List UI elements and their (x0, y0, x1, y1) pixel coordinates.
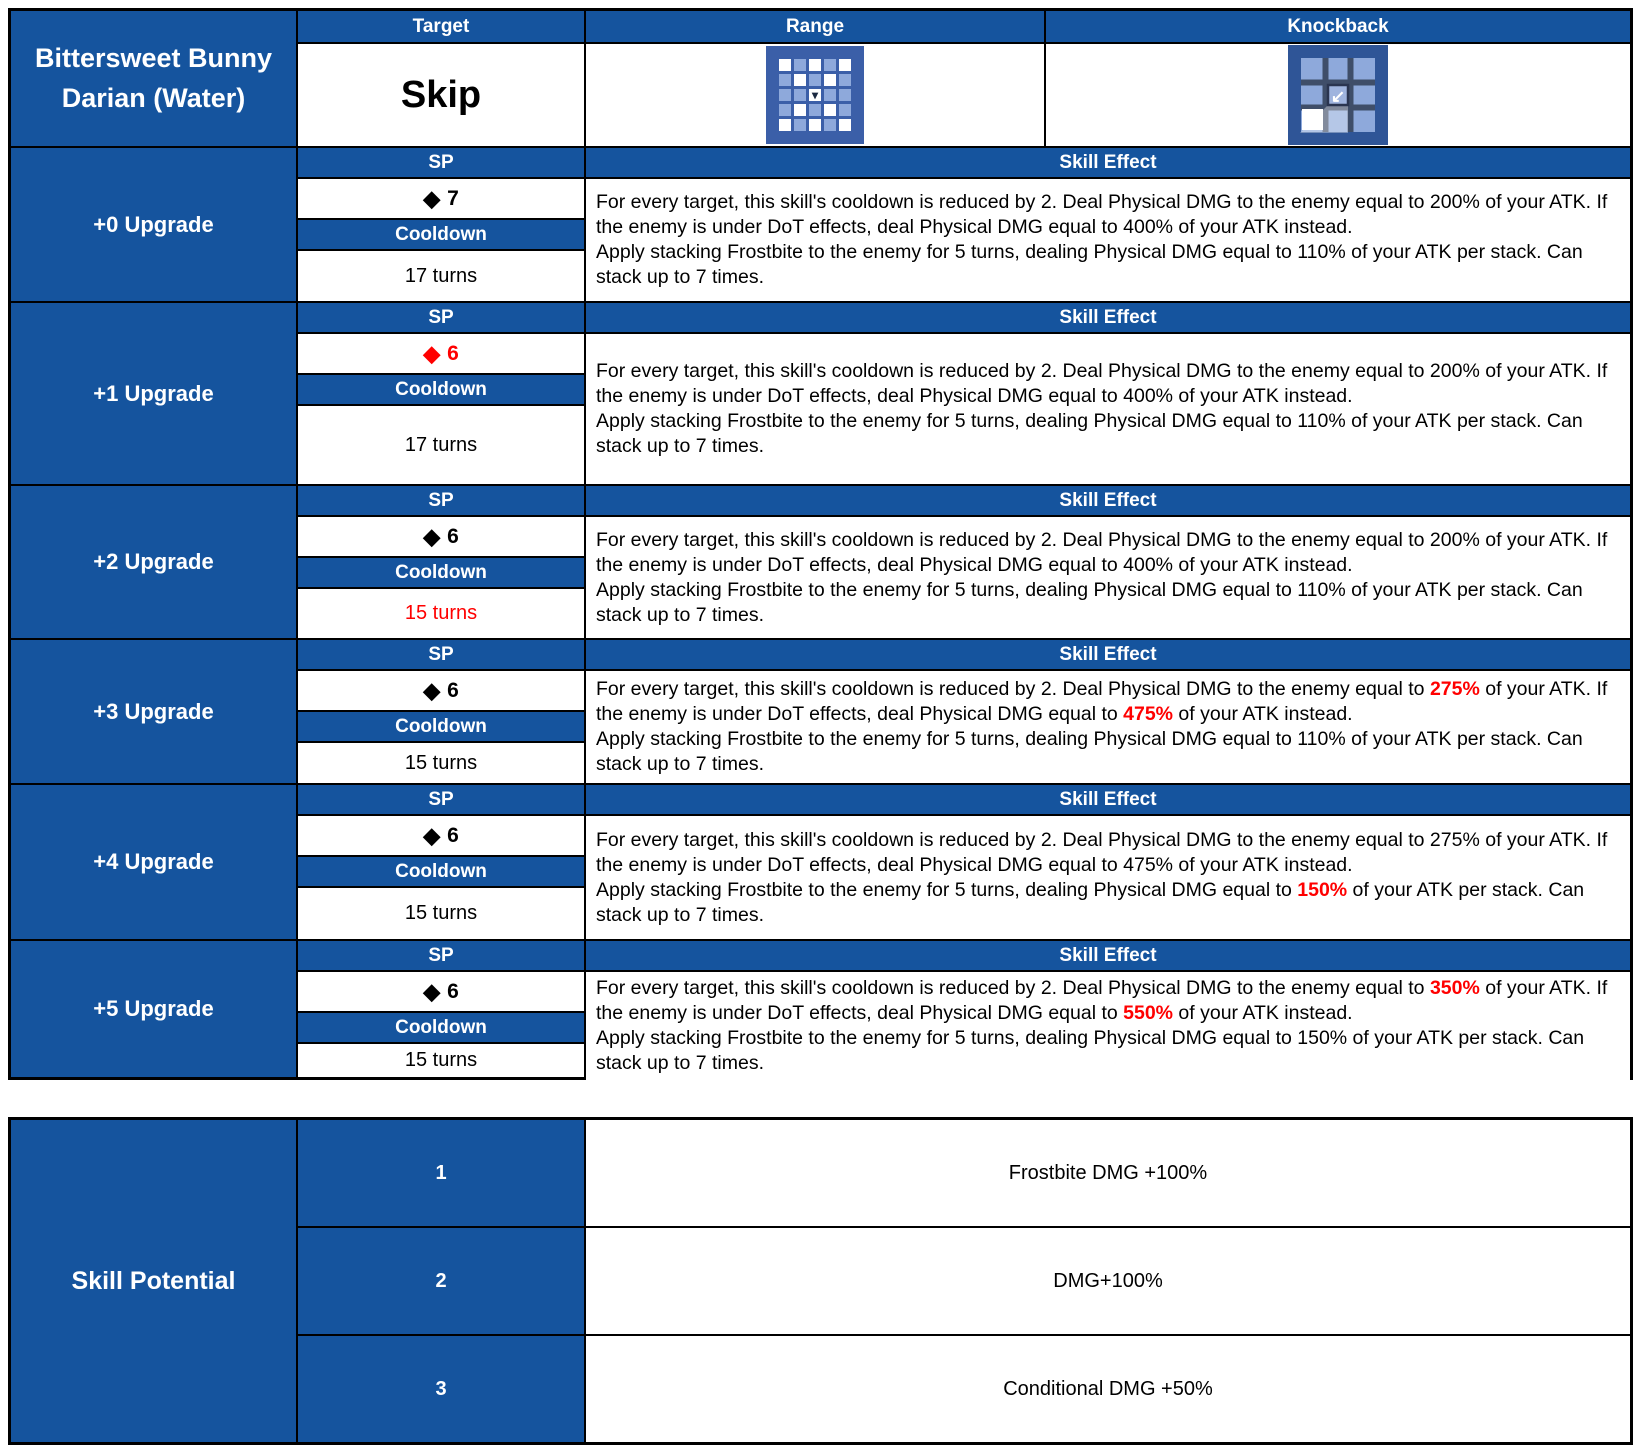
sp-diamond-icon: ◆ (423, 523, 441, 549)
skill-effect-line: Apply stacking Frostbite to the enemy for 5 turns, dealing Physical DMG equal to 150% of your ATK per stack. Can stack up to 7 times. (596, 878, 1585, 926)
skill-effect-line: For every target, this skill's cooldown is reduced by 2. Deal Physical DMG to the enemy equal to 350% of your ATK. If the enemy is under DoT effects, deal Physical DMG equal to 550% of your ATK instead. (596, 977, 1608, 1024)
cooldown-header: Cooldown (298, 558, 584, 589)
cooldown-value: 15 turns (298, 589, 584, 638)
skill-effect-line: Apply stacking Frostbite to the enemy for 5 turns, dealing Physical DMG equal to 110% of your ATK per stack. Can stack up to 7 times. (596, 728, 1583, 775)
skill-effect-line: Apply stacking Frostbite to the enemy for 5 turns, dealing Physical DMG equal to 150% of your ATK per stack. Can stack up to 7 times. (596, 1027, 1585, 1074)
cooldown-value: 17 turns (298, 406, 584, 484)
range-grid-cell (779, 74, 791, 86)
potential-level: 2 (298, 1228, 584, 1336)
potential-level-column (298, 1120, 586, 1442)
range-grid-cell (824, 89, 836, 101)
skill-effect-column (586, 941, 1630, 1077)
sp-value (298, 517, 584, 558)
skill-effect-header: Skill Effect (586, 148, 1630, 179)
upgrade-section (11, 148, 1630, 303)
skill-effect-text (596, 976, 1620, 1076)
skill-effect-line: For every target, this skill's cooldown is reduced by 2. Deal Physical DMG to the enemy equal to 275% of your ATK. If the enemy is under DoT effects, deal Physical DMG equal to 475% of your ATK instead. (596, 828, 1608, 876)
upgrade-rows (11, 148, 1630, 1077)
skill-effect-body (586, 972, 1630, 1080)
skill-potential-table (8, 1117, 1633, 1445)
cooldown-header: Cooldown (298, 712, 584, 743)
range-grid-cell (809, 119, 821, 131)
skill-effect-line: Apply stacking Frostbite to the enemy for 5 turns, dealing Physical DMG equal to 110% of your ATK per stack. Can stack up to 7 times. (596, 578, 1583, 626)
character-name: Bittersweet Bunny Darian (Water) (11, 11, 298, 146)
skill-effect-column (586, 486, 1630, 638)
skill-effect-column (586, 148, 1630, 301)
sp-value (298, 179, 584, 220)
potential-level: 1 (298, 1120, 584, 1228)
range-grid-cell (824, 59, 836, 71)
skill-effect-text (596, 190, 1620, 290)
cooldown-value: 15 turns (298, 888, 584, 939)
cooldown-value: 15 turns (298, 1044, 584, 1077)
potential-effect: Conditional DMG +50% (586, 1336, 1630, 1442)
potential-effect-column (586, 1120, 1630, 1442)
sp-diamond-icon: ◆ (423, 822, 441, 848)
sp-number: 6 (447, 524, 459, 548)
range-grid-cell (839, 74, 851, 86)
range-grid-icon (766, 46, 864, 144)
skill-effect-header: Skill Effect (586, 640, 1630, 671)
upgrade-name: +4 Upgrade (11, 785, 298, 939)
sp-value (298, 671, 584, 712)
target-value: Skip (298, 44, 586, 146)
cooldown-header: Cooldown (298, 1013, 584, 1044)
range-grid-cell (794, 104, 806, 116)
sp-cooldown-column (298, 785, 586, 939)
sp-number: 7 (447, 186, 459, 210)
sp-value (298, 972, 584, 1013)
sp-cooldown-column (298, 148, 586, 301)
skill-effect-text (596, 359, 1620, 459)
range-grid-cell (779, 104, 791, 116)
sp-header: SP (298, 640, 584, 671)
upgrade-section (11, 941, 1630, 1077)
skill-effect-body (586, 671, 1630, 783)
sp-cooldown-column (298, 303, 586, 484)
skill-effect-header: Skill Effect (586, 785, 1630, 816)
sp-number: 6 (447, 678, 459, 702)
range-grid-cell (779, 89, 791, 101)
skill-effect-header: Skill Effect (586, 486, 1630, 517)
upgrade-name: +3 Upgrade (11, 640, 298, 783)
sp-value (298, 334, 584, 375)
skill-effect-line: For every target, this skill's cooldown is reduced by 2. Deal Physical DMG to the enemy equal to 275% of your ATK. If the enemy is under DoT effects, deal Physical DMG equal to 475% of your ATK instead. (596, 678, 1608, 725)
skill-effect-text (596, 528, 1620, 628)
skill-effect-body (586, 517, 1630, 638)
sp-number: 6 (447, 341, 459, 365)
range-grid-cell (794, 119, 806, 131)
upgrade-name: +1 Upgrade (11, 303, 298, 484)
sp-header: SP (298, 941, 584, 972)
knockback-cell (1046, 44, 1630, 146)
range-grid-cell (779, 59, 791, 71)
sp-number: 6 (447, 823, 459, 847)
cooldown-header: Cooldown (298, 220, 584, 251)
knockback-arrow-glyph: ↙ (1330, 87, 1346, 106)
range-grid-cell (839, 119, 851, 131)
upgrade-section (11, 486, 1630, 640)
range-grid-cell (809, 59, 821, 71)
range-grid-cell (794, 59, 806, 71)
skill-effect-header: Skill Effect (586, 941, 1630, 972)
sp-header: SP (298, 486, 584, 517)
range-grid-cell (809, 104, 821, 116)
sp-header: SP (298, 148, 584, 179)
range-grid-cell (824, 119, 836, 131)
skill-effect-column (586, 303, 1630, 484)
upgrade-name: +0 Upgrade (11, 148, 298, 301)
skill-effect-text (596, 677, 1620, 777)
upgrade-name: +5 Upgrade (11, 941, 298, 1077)
upgrade-section (11, 640, 1630, 785)
cooldown-header: Cooldown (298, 375, 584, 406)
skill-effect-line: For every target, this skill's cooldown is reduced by 2. Deal Physical DMG to the enemy equal to 200% of your ATK. If the enemy is under DoT effects, deal Physical DMG equal to 400% of your ATK instead. (596, 528, 1608, 576)
sp-diamond-icon: ◆ (423, 978, 441, 1004)
sp-header: SP (298, 785, 584, 816)
sp-cooldown-column (298, 941, 586, 1077)
potential-level: 3 (298, 1336, 584, 1442)
range-grid-cell (824, 104, 836, 116)
range-grid-cell (824, 74, 836, 86)
sp-value (298, 816, 584, 857)
skill-effect-line: Apply stacking Frostbite to the enemy for 5 turns, dealing Physical DMG equal to 110% of your ATK per stack. Can stack up to 7 times. (596, 241, 1583, 288)
sp-cooldown-column (298, 640, 586, 783)
sp-number: 6 (447, 979, 459, 1003)
upgrade-name: +2 Upgrade (11, 486, 298, 638)
skill-effect-column (586, 785, 1630, 939)
header-right (298, 11, 1630, 146)
knockback-grid-icon (1286, 45, 1390, 145)
range-header: Range (586, 11, 1046, 42)
skill-table (8, 8, 1633, 1080)
skill-effect-body (586, 179, 1630, 301)
cooldown-header: Cooldown (298, 857, 584, 888)
cooldown-value: 15 turns (298, 743, 584, 783)
range-grid-cell (839, 104, 851, 116)
potential-effect: DMG+100% (586, 1228, 1630, 1336)
sp-diamond-icon: ◆ (423, 185, 441, 211)
sp-header: SP (298, 303, 584, 334)
skill-effect-line: For every target, this skill's cooldown is reduced by 2. Deal Physical DMG to the enemy equal to 200% of your ATK. If the enemy is under DoT effects, deal Physical DMG equal to 400% of your ATK instead. (596, 191, 1608, 238)
skill-effect-column (586, 640, 1630, 783)
upgrade-section (11, 785, 1630, 941)
target-header: Target (298, 11, 586, 42)
column-headers (298, 11, 1630, 44)
range-grid-cell (809, 74, 821, 86)
header-row (11, 11, 1630, 148)
sp-cooldown-column (298, 486, 586, 638)
header-values (298, 44, 1630, 146)
potential-effect: Frostbite DMG +100% (586, 1120, 1630, 1228)
cooldown-value: 17 turns (298, 251, 584, 301)
range-cell (586, 44, 1046, 146)
range-grid-cell (779, 119, 791, 131)
range-grid-cell (839, 89, 851, 101)
skill-effect-line: Apply stacking Frostbite to the enemy for 5 turns, dealing Physical DMG equal to 110% of your ATK per stack. Can stack up to 7 times. (596, 410, 1583, 457)
skill-effect-body (586, 816, 1630, 939)
skill-effect-text (596, 828, 1620, 928)
skill-effect-body (586, 334, 1630, 484)
knockback-header: Knockback (1046, 11, 1630, 42)
range-grid-cell (839, 59, 851, 71)
skill-effect-line: For every target, this skill's cooldown is reduced by 2. Deal Physical DMG to the enemy equal to 200% of your ATK. If the enemy is under DoT effects, deal Physical DMG equal to 400% of your ATK instead. (596, 360, 1608, 407)
sp-diamond-icon: ◆ (423, 340, 441, 366)
skill-effect-header: Skill Effect (586, 303, 1630, 334)
upgrade-section (11, 303, 1630, 486)
range-grid-cell: ▾ (809, 89, 821, 101)
skill-potential-title: Skill Potential (11, 1120, 298, 1442)
sp-diamond-icon: ◆ (423, 677, 441, 703)
range-grid-cell (794, 74, 806, 86)
range-grid-cell (794, 89, 806, 101)
